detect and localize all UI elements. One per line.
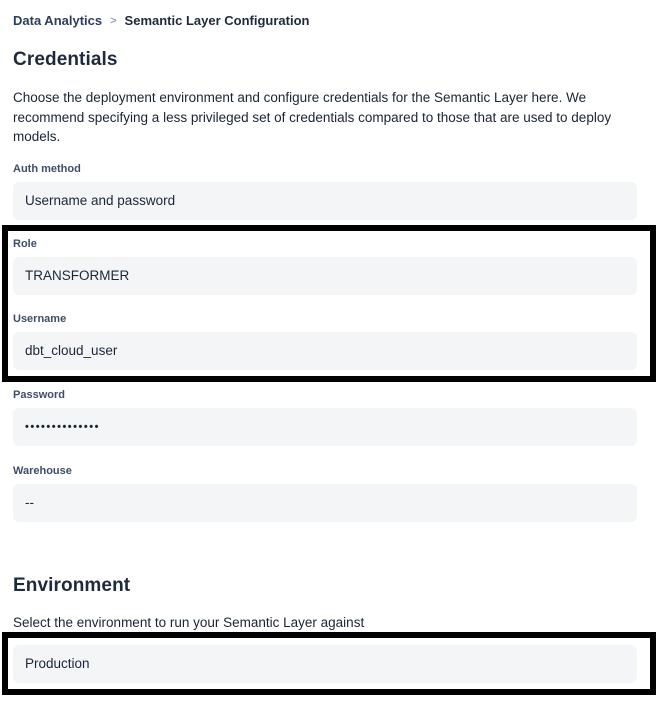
breadcrumb <box>13 13 637 28</box>
username-label: Username <box>13 312 67 325</box>
password-masked-value: •••••••••••••• <box>25 420 100 433</box>
password-label: Password <box>13 388 65 401</box>
role-label: Role <box>13 237 37 250</box>
username-input[interactable] <box>13 332 637 370</box>
auth-method-value: Username and password <box>25 193 176 208</box>
username-value: dbt_cloud_user <box>25 343 118 358</box>
environment-select[interactable] <box>13 645 637 683</box>
field-warehouse <box>13 465 637 522</box>
breadcrumb-item-semantic-layer-configuration[interactable]: Semantic Layer Configuration <box>124 13 310 28</box>
password-input[interactable] <box>13 408 637 446</box>
field-username <box>13 313 637 370</box>
auth-method-select[interactable] <box>13 182 637 220</box>
warehouse-label: Warehouse <box>13 464 72 477</box>
chevron-right-icon: > <box>110 14 117 27</box>
credentials-description: Choose the deployment environment and configure credentials for the Semantic Layer here. We recommend specifying a less privileged set of credentials compared to those that are used to deploy models. <box>13 90 612 144</box>
environment-description: Select the environment to run your Semantic Layer against <box>13 614 365 630</box>
breadcrumb-item-data-analytics[interactable]: Data Analytics <box>13 13 103 28</box>
role-input[interactable] <box>13 257 637 295</box>
highlight-box-role-username <box>2 225 656 382</box>
environment-selected-value: Production <box>25 656 90 671</box>
role-value: TRANSFORMER <box>25 268 130 283</box>
warehouse-value: -- <box>25 495 34 510</box>
highlight-box-environment <box>2 632 656 695</box>
credentials-section-title: Credentials <box>13 49 118 70</box>
field-password <box>13 389 637 446</box>
auth-method-label: Auth method <box>13 162 81 175</box>
environment-section-title: Environment <box>13 574 131 596</box>
field-role <box>13 238 637 295</box>
field-auth-method <box>13 163 637 220</box>
warehouse-input[interactable] <box>13 484 637 522</box>
